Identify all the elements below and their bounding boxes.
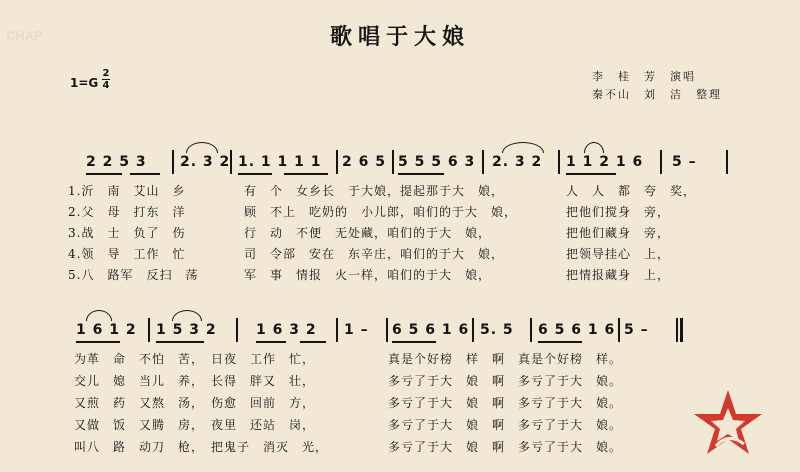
measure: 6 5 6 1 6 [538, 322, 616, 338]
barline [230, 150, 232, 174]
barline [558, 150, 560, 174]
barline [336, 150, 338, 174]
measure: 6 5 6 1 6 [392, 322, 470, 338]
time-numerator: 2 [102, 68, 110, 79]
beam-line [284, 173, 328, 175]
lyric-verse-3-b: 行 动 不便 无处藏，咱们的于大 娘， [244, 226, 492, 240]
lyric-verse-1-e: 真是个好榜 样 啊 真是个好榜 样。 [388, 352, 623, 366]
barline [386, 318, 388, 342]
lyric-verse-5-d: 叫八 路 动刀 枪， 把鬼子 消灭 光， [74, 440, 329, 454]
final-barline [680, 318, 683, 342]
key-signature: 1=G [70, 76, 99, 90]
lyric-verse-4-c: 把领导挂心 上， [566, 247, 671, 261]
beam-line [256, 341, 286, 343]
lyric-verse-4-b: 司 令部 安在 东辛庄，咱们的于大 娘， [244, 247, 505, 261]
barline [726, 150, 728, 174]
measure: 5 – [624, 322, 649, 338]
tie-mark [584, 142, 604, 153]
lyric-verse-5-c: 把情报藏身 上， [566, 268, 671, 282]
lyric-verse-2-c: 把他们搅身 旁， [566, 205, 671, 219]
lyric-verse-1-c: 人 人 都 夸 奖， [566, 184, 697, 198]
beam-line [238, 173, 272, 175]
beam-line [76, 341, 120, 343]
beam-line [566, 173, 616, 175]
barline [148, 318, 150, 342]
time-signature [102, 68, 110, 91]
beam-line [398, 173, 444, 175]
tie-mark [502, 142, 544, 153]
red-star-logo [692, 386, 764, 458]
measure: 1 6 3 2 [256, 322, 317, 338]
barline [392, 150, 394, 174]
lyric-verse-4-e: 多亏了于大 娘 啊 多亏了于大 娘。 [388, 418, 623, 432]
tie-mark [172, 310, 202, 321]
measure: 5 – [672, 154, 697, 170]
barline [530, 318, 532, 342]
time-denominator: 4 [102, 80, 110, 91]
barline [472, 318, 474, 342]
measure: 2 6 5 [342, 154, 386, 170]
credit-singer: 李 桂 芳 演唱 [592, 70, 696, 83]
lyric-verse-1-b: 有 个 女乡长 于大娘，提起那于大 娘， [244, 184, 505, 198]
barline [482, 150, 484, 174]
lyric-verse-2-d: 交儿 媳 当儿 养， 长得 胖又 壮， [74, 374, 316, 388]
beam-line [538, 341, 582, 343]
watermark: CHAP [6, 28, 43, 43]
lyric-verse-4-a: 4.领 导 工作 忙 [68, 247, 186, 261]
lyric-verse-3-a: 3.战 士 负了 伤 [68, 226, 186, 240]
lyric-verse-2-a: 2.父 母 打东 洋 [68, 205, 186, 219]
barline [660, 150, 662, 174]
lyric-verse-2-e: 多亏了于大 娘 啊 多亏了于大 娘。 [388, 374, 623, 388]
lyric-verse-4-d: 又做 饭 又腾 房， 夜里 还站 岗， [74, 418, 316, 432]
beam-line [300, 341, 326, 343]
barline [618, 318, 620, 342]
lyric-verse-5-a: 5.八 路军 反扫 荡 [68, 268, 199, 282]
beam-line [156, 341, 204, 343]
measure: 5 5 5 6 3 [398, 154, 476, 170]
barline [336, 318, 338, 342]
barline [172, 150, 174, 174]
lyric-verse-5-b: 军 事 情报 火一样，咱们的于大 娘， [244, 268, 492, 282]
measure: 5. 5 [480, 322, 514, 338]
lyric-verse-1-d: 为革 命 不怕 苦， 日夜 工作 忙， [74, 352, 316, 366]
tie-mark [86, 310, 112, 321]
lyric-verse-3-d: 又煎 药 又熬 汤， 伤愈 回前 方， [74, 396, 316, 410]
lyric-verse-5-e: 多亏了于大 娘 啊 多亏了于大 娘。 [388, 440, 623, 454]
barline [236, 318, 238, 342]
measure: 1 5 3 2 [156, 322, 217, 338]
measure: 1 – [344, 322, 369, 338]
lyric-verse-3-e: 多亏了于大 娘 啊 多亏了于大 娘。 [388, 396, 623, 410]
measure: 1. 1 1 1 1 [238, 154, 322, 170]
lyric-verse-1-a: 1.沂 南 艾山 乡 [68, 184, 186, 198]
measure: 2 2 5 3 [86, 154, 147, 170]
tie-mark [186, 142, 218, 153]
measure: 2. 3 2 [492, 154, 543, 170]
lyric-verse-3-c: 把他们藏身 旁， [566, 226, 671, 240]
measure: 1 1 2 1 6 [566, 154, 644, 170]
beam-line [130, 173, 160, 175]
beam-line [392, 341, 436, 343]
measure: 1 6 1 2 [76, 322, 137, 338]
lyric-verse-2-b: 顾 不上 吃奶的 小儿郎，咱们的于大 娘， [244, 205, 518, 219]
credit-arranger: 秦不山 刘 洁 整理 [592, 88, 722, 101]
barline [676, 318, 678, 342]
measure: 2. 3 2 [180, 154, 231, 170]
song-title: 歌唱于大娘 [329, 24, 470, 50]
beam-line [86, 173, 122, 175]
